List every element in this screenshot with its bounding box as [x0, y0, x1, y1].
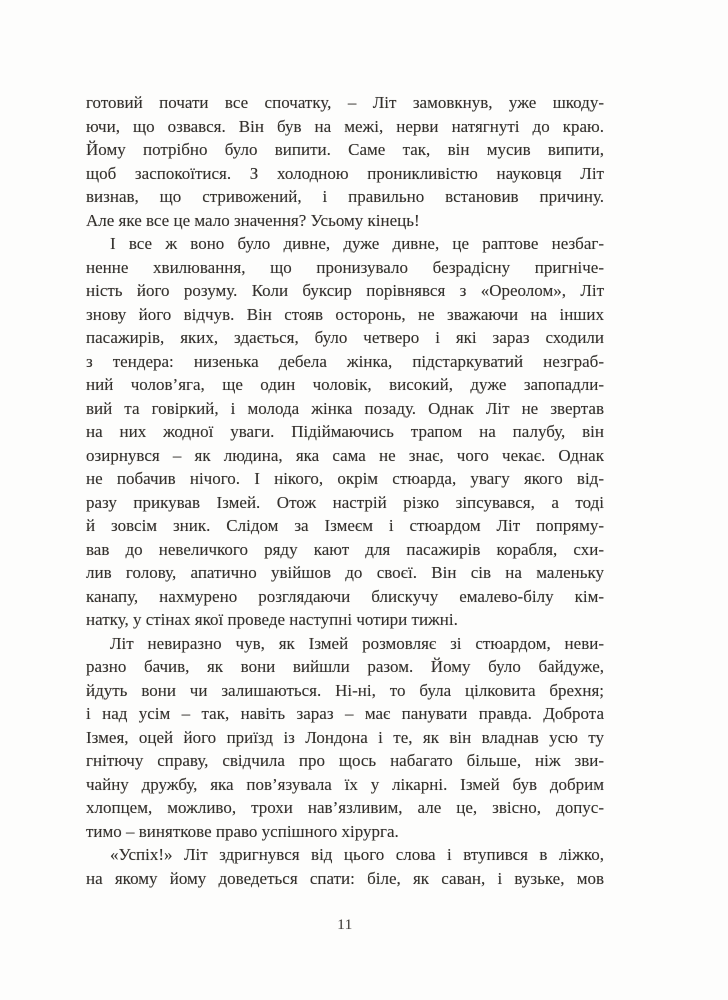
text-line: ючи, що озвався. Він був на межі, нерви натягнуті до краю.	[86, 116, 604, 136]
text-line: й зовсім зник. Слідом за Ізмеєм і стюардом Літ попряму-	[86, 516, 604, 535]
text-line: вав до невеличкого ряду кают для пасажирів корабля, схи-	[86, 539, 604, 559]
text-line: лив голову, апатично увійшов до своєї. Він сів на маленьку	[86, 563, 604, 582]
text-line: «Успіх!» Літ здригнувся від цього слова і втупився в ліжко,	[110, 845, 604, 864]
text-line: визнав, що стривожений, і правильно встановив причину.	[86, 187, 604, 206]
page-text-block	[86, 91, 604, 890]
text-line: і над усім – так, навіть зараз – має панувати правда. Доброта	[86, 704, 604, 723]
text-line: ність його розуму. Коли буксир порівнявся з «Ореолом», Літ	[86, 281, 604, 300]
text-line: І все ж воно було дивне, дуже дивне, це раптове незбаг-	[110, 234, 604, 253]
text-line: знову його відчув. Він стояв осторонь, не зважаючи на інших	[86, 304, 604, 324]
text-line: озирнувся – як людина, яка сама не знає, чого чекає. Однак	[86, 445, 604, 465]
text-line: натку, у стінах якої проведе наступні чотири тижні.	[86, 610, 458, 629]
text-line: Літ невиразно чув, як Ізмей розмовляє зі стюардом, неви-	[110, 633, 604, 653]
paragraph	[86, 632, 604, 844]
text-line: пасажирів, яких, здається, було четверо і які зараз сходили	[86, 328, 604, 347]
text-line: разно бачив, як вони вийшли разом. Йому було байдуже,	[86, 657, 604, 676]
text-line: на якому йому доведеться спати: біле, як саван, і вузьке, мов	[86, 868, 604, 888]
paragraph	[86, 232, 604, 632]
text-line: не побачив нічого. І нікого, окрім стюарда, увагу якого від-	[86, 469, 604, 488]
text-line: Ізмея, оцей його приїзд із Лондона і те, як він владнав усю ту	[86, 727, 604, 747]
text-line: з тендера: низенька дебела жінка, підстаркуватий незграб-	[86, 351, 604, 371]
text-line: на них жодної уваги. Підіймаючись трапом на палубу, він	[86, 422, 604, 441]
text-line: разу прикував Ізмей. Отож настрій різко зіпсувався, а тоді	[86, 492, 604, 512]
text-line: хлопцем, можливо, трохи нав’язливим, але це, звісно, допус-	[86, 798, 604, 817]
text-line: ний чолов’яга, ще один чоловік, високий, дуже запопадли-	[86, 375, 604, 394]
page-number: 11	[337, 917, 353, 933]
text-line: Йому потрібно було випити. Саме так, він мусив випити,	[86, 140, 604, 159]
text-line: готовий почати все спочатку, – Літ замовкнув, уже шкоду-	[86, 93, 604, 112]
paragraph	[86, 843, 604, 890]
text-line: гнітючу справу, свідчила про щось набагато більше, ніж зви-	[86, 751, 604, 770]
paragraph	[86, 91, 604, 232]
text-line: чайну дружбу, яка пов’язувала їх у лікарні. Ізмей був добрим	[86, 774, 604, 794]
text-line: канапу, нахмурено розглядаючи блискучу емалево-білу кім-	[86, 586, 604, 606]
text-line: щоб заспокоїтися. З холодною проникливістю науковця Літ	[86, 163, 604, 183]
text-line: тимо – виняткове право успішного хірурга.	[86, 821, 399, 841]
text-line: ненне хвилювання, що пронизувало безрадісну пригніче-	[86, 257, 604, 277]
text-line: вий та говіркий, і молода жінка позаду. Однак Літ не звертав	[86, 398, 604, 418]
text-line: йдуть вони чи залишаються. Ні-ні, то була цілковита брехня;	[86, 680, 604, 700]
text-line: Але яке все це мало значення? Усьому кінець!	[86, 210, 420, 230]
